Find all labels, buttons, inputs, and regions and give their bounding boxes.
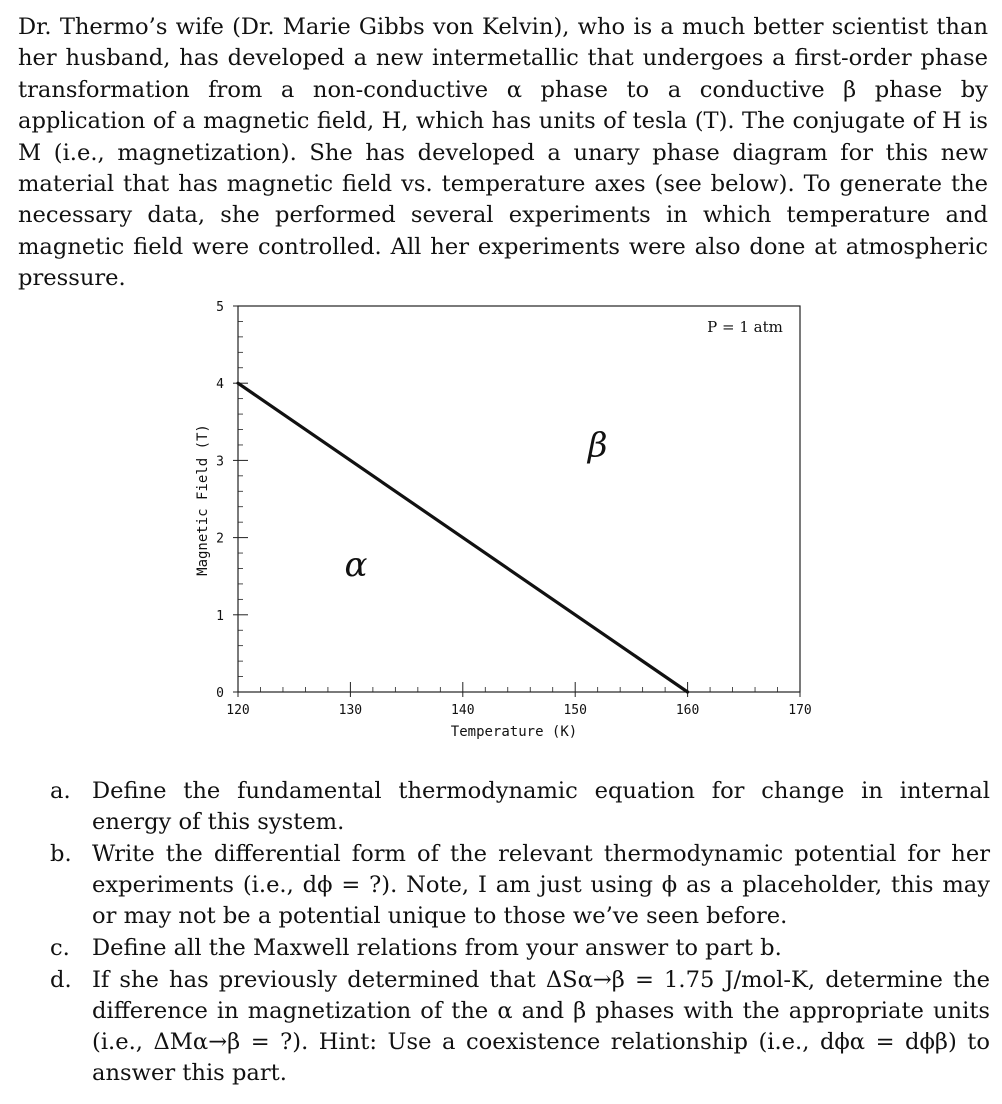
phase-diagram [180, 290, 820, 750]
question-marker: d. [50, 967, 72, 993]
y-tick-label: 5 [216, 300, 224, 315]
pressure-annotation: P = 1 atm [707, 318, 783, 336]
question-marker: c. [50, 935, 70, 961]
x-tick-label: 140 [451, 703, 475, 718]
question-item [50, 965, 990, 1089]
x-tick-label: 160 [675, 703, 700, 718]
y-axis-title: Magnetic Field (T) [195, 424, 211, 576]
x-tick-label: 120 [226, 703, 250, 718]
phase-diagram-svg [180, 290, 820, 750]
question-marker: a. [50, 778, 71, 804]
question-item [50, 933, 990, 964]
x-tick-label: 130 [338, 703, 363, 718]
phase-label: β [587, 425, 608, 466]
question-text: Define the fundamental thermodynamic equation for change in internal energy of this system. [92, 778, 990, 835]
tick-labels [216, 300, 812, 718]
question-marker: b. [50, 841, 72, 867]
y-tick-label: 3 [216, 454, 224, 470]
plot-frame [238, 306, 800, 692]
question-item [50, 839, 990, 932]
question-item [50, 776, 990, 838]
x-tick-label: 150 [563, 703, 587, 718]
phase-label: α [344, 545, 368, 586]
y-tick-label: 4 [216, 377, 224, 393]
phase-labels [345, 426, 608, 586]
y-tick-label: 0 [216, 686, 224, 701]
problem-statement [18, 12, 988, 295]
question-text: Write the differential form of the relevant thermodynamic potential for her experiments (i.e., dϕ = ?). Note, I am just using ϕ as a placeholder, this may or may not be a potential unique to those we’ve seen before. [92, 841, 990, 929]
intro-paragraph: Dr. Thermo’s wife (Dr. Marie Gibbs von Kelvin), who is a much better scientist than her husband, has developed a new intermetallic that undergoes a first-order phase transformation from a non-conductive α phase to a conductive β phase by application of a magnetic field, H, which has units of tesla (T). The conjugate of H is M (i.e., magnetization). She has developed a unary phase diagram for this new material that has magnetic field vs. temperature axes (see below). To generate the necessary data, she performed several experiments in which temperature and magnetic field were controlled. All her experiments were also done at atmospheric pressure. [18, 14, 988, 292]
x-tick-label: 170 [788, 703, 812, 718]
question-list [50, 776, 990, 1090]
axis-ticks [233, 306, 800, 697]
question-text: If she has previously determined that ΔSα→β = 1.75 J/mol-K, determine the difference in magnetization of the α and β phases with the appropriate units (i.e., ΔMα→β = ?). Hint: Use a coexistence relationship (i.e., dϕα = dϕβ) to answer this part. [92, 967, 990, 1086]
question-text: Define all the Maxwell relations from your answer to part b. [92, 935, 782, 961]
y-tick-label: 2 [216, 531, 224, 547]
y-tick-label: 1 [216, 608, 224, 624]
x-axis-title: Temperature (K) [450, 724, 578, 740]
chart-series [238, 383, 688, 692]
phase-boundary-line [238, 383, 688, 692]
